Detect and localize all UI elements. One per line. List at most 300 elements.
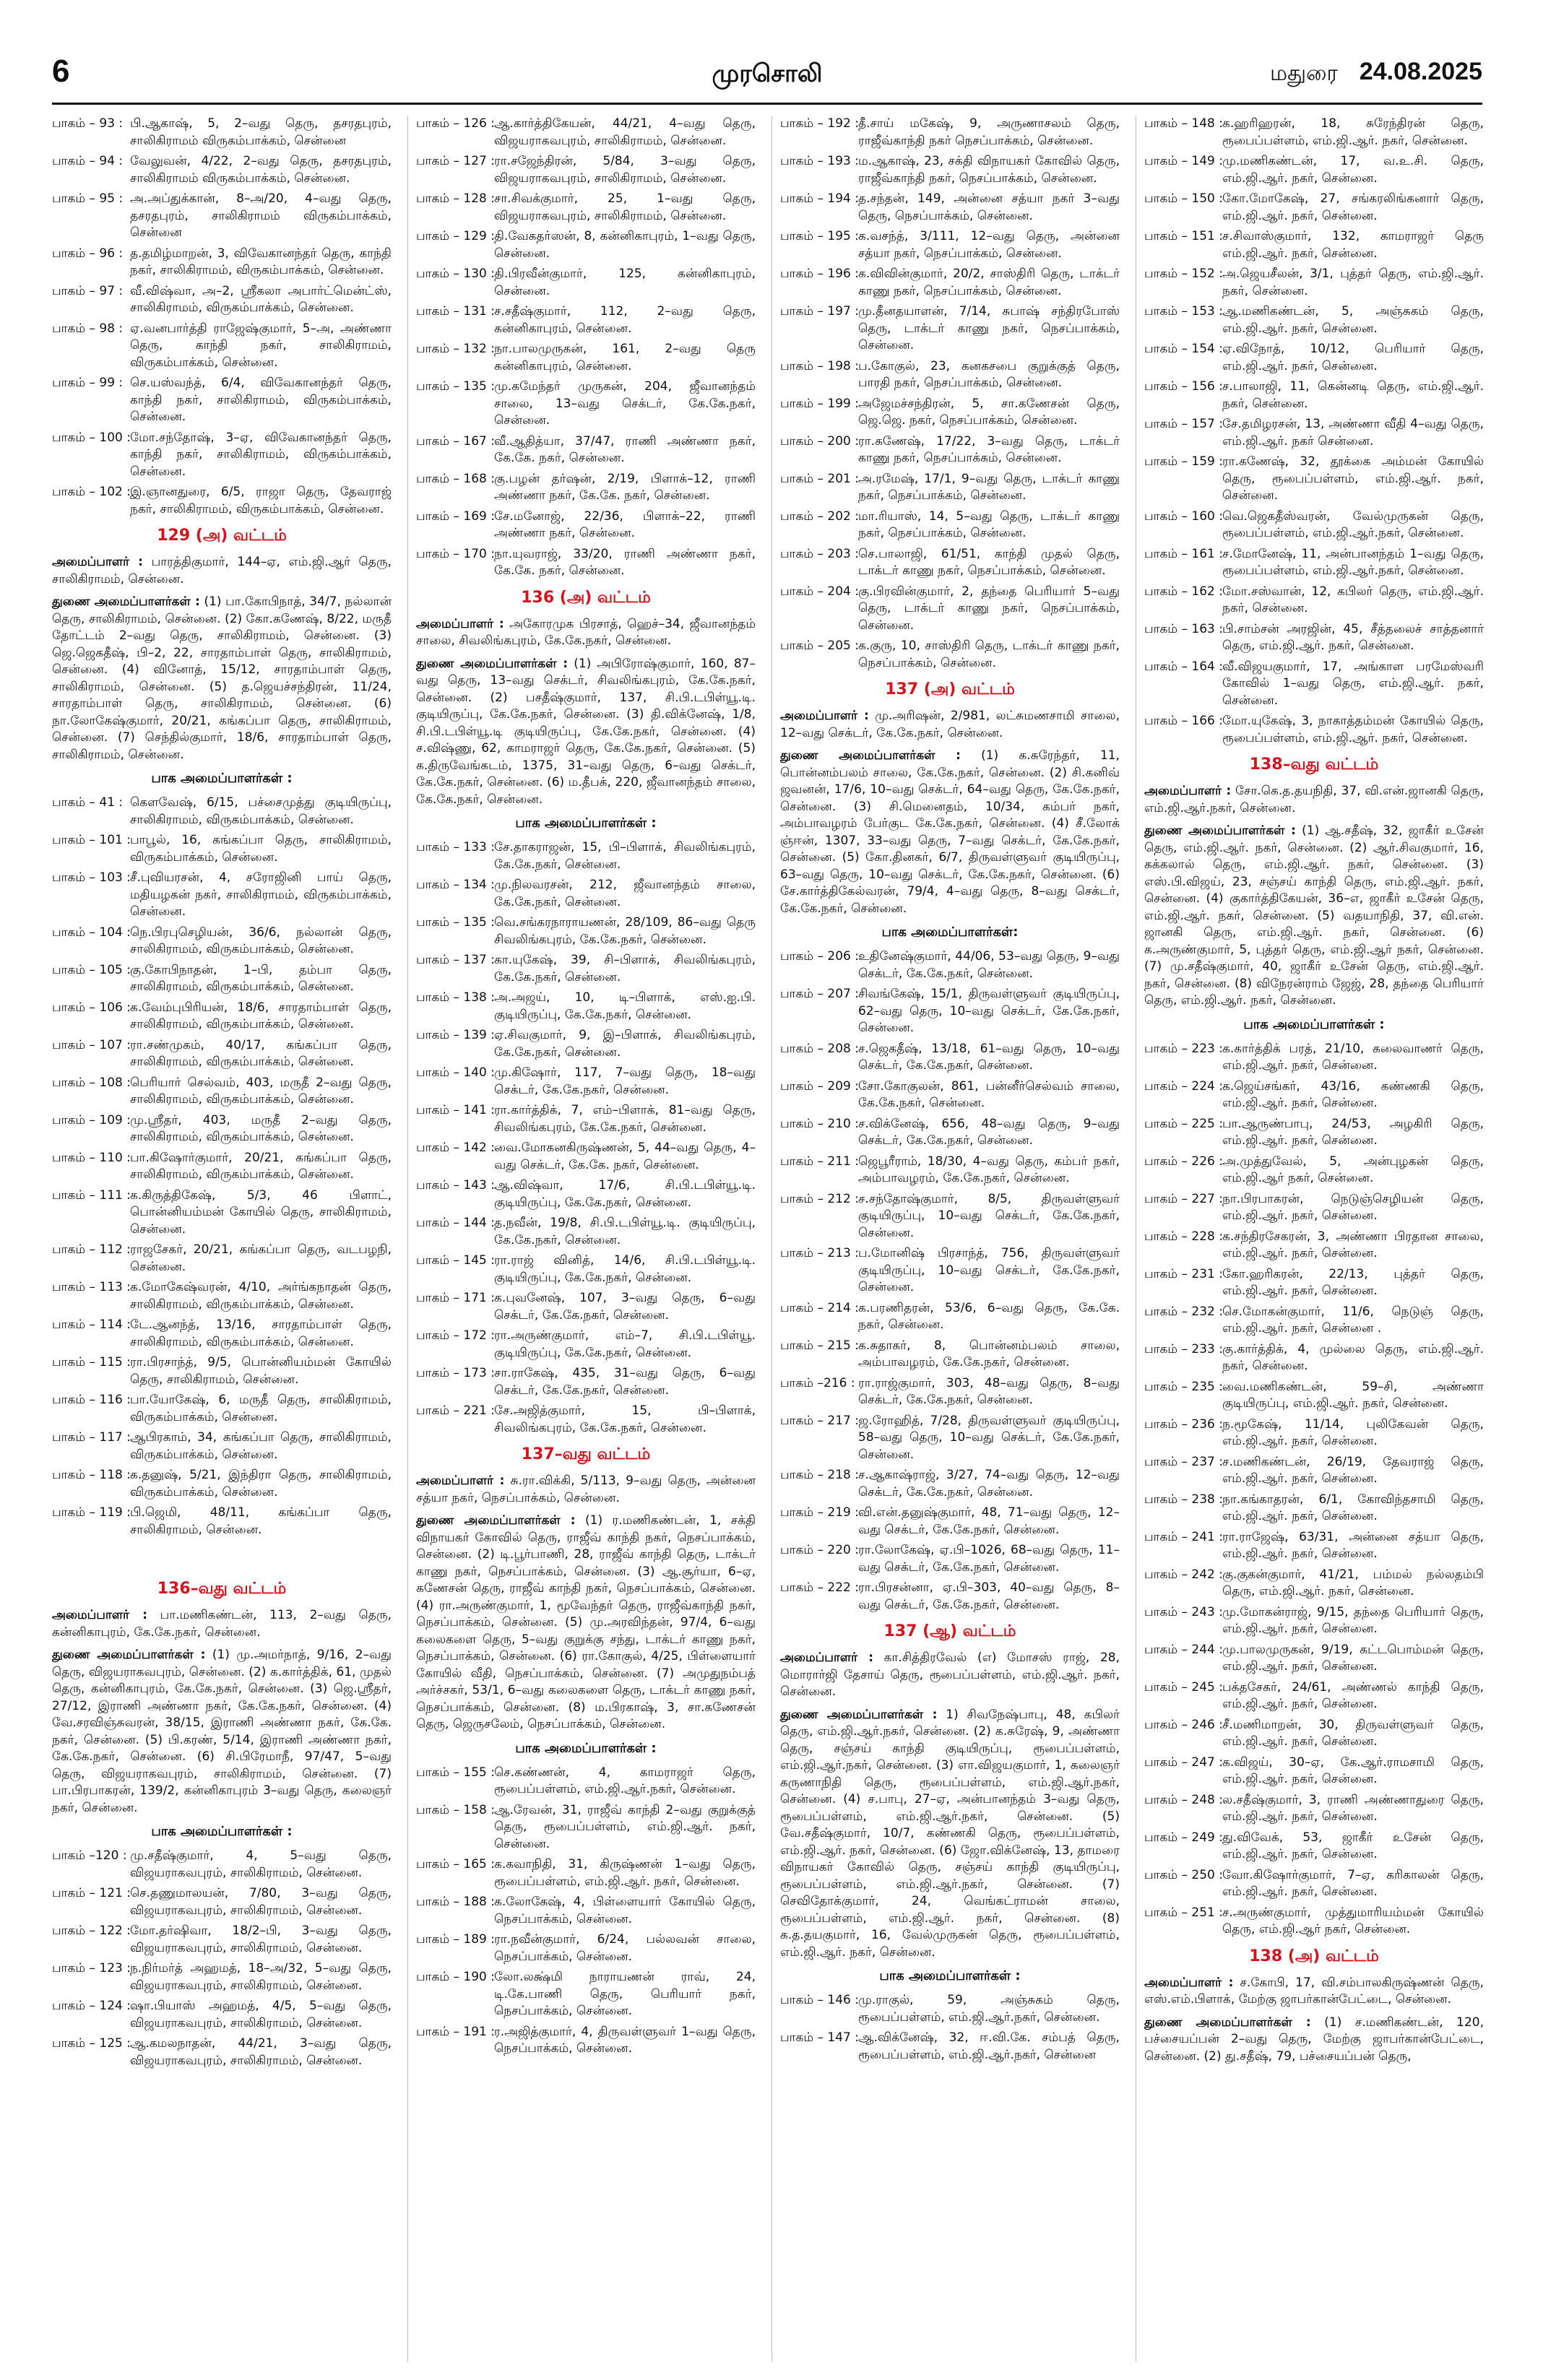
booth-address: ரா.சஜேந்திரன், 5/84, 3–வது தெரு, விஜயராகவபுரம், சாலிகிராமம், சென்னை.: [494, 154, 756, 186]
booth-entry: [416, 1931, 756, 1965]
booth-entry: [416, 303, 756, 337]
booth-address: கு.பழன் தர்ஷன், 2/19, பிளாக்–12, ராணி அண்ணா நகர், கே.கே. நகர், சென்னை.: [494, 471, 756, 503]
booth-number-text: பாகம் – 222: [780, 1580, 851, 1595]
booth-number-text: பாகம் – 154: [1144, 342, 1215, 356]
office-bearer-paragraph: [52, 1607, 392, 1641]
booth-number: பாகம் – 225 :: [1144, 1116, 1223, 1131]
booth-number-text: பாகம் – 209: [780, 1078, 851, 1094]
role-label: துணை அமைப்பாளர்கள் :: [1144, 823, 1296, 838]
booth-address: க.கார்த்திக் பரத், 21/10, கலைவாணர் தெரு, எம்.ஜி.ஆர். நகர், சென்னை.: [1222, 1041, 1484, 1073]
booth-address: மு.கிஷோர், 117, 7–வது தெரு, 18–வது செக்டர், கே.கே.நகர், சென்னை.: [494, 1065, 756, 1097]
booth-entry: [416, 266, 756, 300]
booth-address: க.வேம்புபிரியன், 18/6, சாரதாம்பாள் தெரு, சாலிகிராமம், விருகம்பாக்கம், சென்னை.: [130, 1000, 392, 1031]
booth-number: பாகம் – 167 :: [416, 433, 495, 449]
booth-entry: [1144, 1154, 1484, 1187]
booth-address: ச.சதீஷ்குமார், 112, 2–வது தெரு, கன்னிகாபுரம், சென்னை.: [494, 304, 756, 336]
booth-number-text: பாகம் – 41: [52, 795, 116, 810]
booth-number: பாகம் – 121 :: [52, 1886, 131, 1900]
booth-number: பாகம் – 170 :: [416, 546, 495, 561]
role-details: 1) சிவநேஷ்பாபு, 48, கபிலர் தெரு, எம்.ஜி.ஆர்.நகர், சென்னை. (2) க.சுரேஷ், 9, அண்ணா தெரு, சஞ்சய் காந்தி குடியிருப்பு, ரூபைப்பள்ளம், எம்.ஜி.ஆர்.நகர், சென்னை. (3) எா.விஜயகுமார், 1, கலைஞர் கருணாநிதி தெரு, ரூபைப்பள்ளம், எம்.ஜி.ஆர்.நகர், சென்னை. (4) ச.பாபு, 27–ஏ, அன்பானந்தம் 3–வது தெரு, ரூபைப்பள்ளம், எம்.ஜி.ஆர்.நகர், சென்னை. (5) வே.சதீஷ்குமார், 10/7, கண்ணகி தெரு, ரூபைப்பள்ளம், எம்.ஜி.ஆர். நகர், சென்னை. (6) ஜோ.விக்னேஷ், 13, தாமரை விநாயகர் கோவில் தெரு, சஞ்சய் காந்தி குடியிருப்பு, ரூபைப்பள்ளம், எம்.ஜி.ஆர்.நகர், சென்னை. (7) செவிதோக்குமார், 24, வெங்கட்ராமன் சாலை, ரூபைப்பள்ளம், எம்.ஜி.ஆர். நகர், சென்னை. (8) க.த.தயகுமார், 16, வேல்முருகன் தெரு, ரூபைப்பள்ளம், எம்.ஜி.ஆர். நகர், சென்னை.: [780, 1707, 1120, 1960]
booth-number: பாகம் – 188 :: [416, 1895, 495, 1909]
booth-address: ஆ.ரேவன், 31, ராஜீவ் காந்தி 2–வது குறுக்குத் தெரு, ரூபைப்பள்ளம், எம்.ஜி.ஆர். நகர், சென்னை.: [494, 1802, 756, 1851]
booth-number: பாகம் – 222 :: [780, 1580, 859, 1595]
booth-number: பாகம் – 191 :: [416, 2024, 495, 2039]
booth-number: பாகம் – 135 :: [416, 915, 495, 930]
booth-number: பாகம் – 118 :: [52, 1468, 131, 1482]
booth-address: க.மோகேஷ்வரன், 4/10, அர்ங்கநாதன் தெரு, சாலிகிராமம், விருகம்பாக்கம், சென்னை.: [130, 1280, 392, 1312]
booth-number: பாகம் – 129 :: [416, 229, 495, 243]
booth-number: பாகம் – 100 :: [52, 430, 131, 445]
booth-number: பாகம் –120 :: [52, 1848, 127, 1863]
booth-address: க.சந்திரசேகரன், 3, அண்ணா பிரதான சாலை, எம்.ஜி.ஆர். நகர், சென்னை.: [1222, 1229, 1484, 1260]
booth-address: ரா.பிரசன்னா, ஏ.பி–303, 40–வது தெரு, 8–வது செக்டர், கே.கே.நகர், சென்னை.: [858, 1580, 1120, 1612]
booth-number: பாகம் – 139 :: [416, 1028, 495, 1042]
booth-address: வி.என்.தனுஷ்குமார், 48, 71–வது தெரு, 12–வது செக்டர், கே.கே.நகர், சென்னை.: [858, 1505, 1120, 1537]
booth-entry: [416, 914, 756, 948]
booth-entry: [1144, 546, 1484, 580]
booth-number-text: பாகம் – 246: [1144, 1717, 1215, 1732]
booth-number-text: பாகம் – 159: [1144, 454, 1215, 469]
booth-number: பாகம் – 109 :: [52, 1112, 131, 1128]
booth-entry: [52, 375, 392, 426]
booth-address: மு.நிலவரசன், 212, ஜீவானந்தம் சாலை, கே.கே.நகர், சென்னை.: [494, 878, 756, 909]
booth-entry: [780, 1542, 1120, 1576]
booth-number: பாகம் – 243 :: [1144, 1604, 1223, 1619]
booth-entry: [1144, 1041, 1484, 1075]
booth-number: பாகம் – 111 :: [52, 1187, 131, 1203]
booth-entry: [780, 1041, 1120, 1075]
booth-entry: [780, 1413, 1120, 1464]
booth-number: பாகம் – 144 :: [416, 1216, 495, 1230]
booth-number: பாகம் – 217 :: [780, 1413, 859, 1428]
booth-entry: [1144, 454, 1484, 505]
booth-entry: [1144, 1304, 1484, 1338]
booth-address: க.ஜெய்சங்கர், 43/16, கண்ணகி தெரு, எம்.ஜி.ஆர். நகர், சென்னை.: [1222, 1078, 1484, 1110]
booth-number: பாகம் – 156 :: [1144, 379, 1223, 394]
booth-number: பாகம் – 172 :: [416, 1328, 495, 1343]
booth-entry: [52, 321, 392, 372]
booth-entry: [416, 1894, 756, 1928]
booth-number: பாகம் – 250 :: [1144, 1867, 1223, 1882]
booth-entry: [1144, 659, 1484, 710]
booth-address: அஜேமச்சந்திரன், 5, சா.கணேசன் தெரு, ஜெ.ஜெ. நகர், நெசப்பாக்கம், சென்னை.: [858, 396, 1120, 428]
booth-number: பாகம் – 125 :: [52, 2036, 131, 2051]
booth-number: பாகம் – 238 :: [1144, 1492, 1223, 1507]
booth-entry: [780, 1191, 1120, 1242]
booth-number-text: பாகம் – 203: [780, 546, 851, 561]
booth-address: க.விவின்குமார், 20/2, சாஸ்திரி தெரு, டாக்டர் காணு நகர், நெசப்பாக்கம், சென்னை.: [858, 267, 1120, 298]
booth-address: பெரியார் செல்வம், 403, மருதீ 2–வது தெரு, சாலிகிராமம், விருகம்பாக்கம், சென்னை.: [130, 1075, 392, 1107]
booth-entry: [416, 990, 756, 1024]
booth-number: பாகம் – 159 :: [1144, 454, 1223, 469]
booth-number-text: பாகம் – 134: [416, 878, 487, 892]
booth-address: சீ.புவியரசன், 4, சரோஜினி பாய் தெரு, மதியழகன் நகர், சாலிகிராமம், விருகம்பாக்கம், சென்னை.: [130, 870, 392, 919]
booth-entry: [1144, 1867, 1484, 1901]
booth-number-text: பாகம் – 98: [52, 321, 116, 336]
office-bearer-paragraph: [1144, 823, 1484, 1010]
role-details: (1) மு.அமர்நாத், 9/16, 2–வது தெரு, விஜயராகவபுரம், சென்னை. (2) க.கார்த்திக், 61, முதல் தெரு, கன்னிகாபுரம், கே.கே.நகர், சென்னை. (3) ஜெ.ஸ்ரீதர், 27/12, இராணி அண்ணா நகர், கே.கே.நகர், சென்னை. (4) வே.சரவிஞ்சுவரன், 38/15, இராணி அண்ணா நகர், கே.கே. நகர், சென்னை. (5) பி.கரண், 5/14, இராணி அண்ணா நகர், கே.கே.நகர், சென்னை. (6) சி.பிரேமாநீ, 97/47, 5–வது தெரு, விஜயராகவபுரம், சாலிகிராமம், சென்னை. (7) பா.பிரபாகரன், 139/2, கன்னிகாபுரம் 3–வது தெரு, கலைஞர் நகர், சென்னை.: [52, 1648, 392, 1815]
booth-number-text: பாகம் – 107: [52, 1037, 123, 1052]
booth-number: பாகம் – 134 :: [416, 878, 495, 892]
booth-number: பாகம் – 164 :: [1144, 659, 1223, 674]
booth-number: பாகம் – 140 :: [416, 1065, 495, 1080]
booth-number-text: பாகம் – 194: [780, 191, 851, 206]
booth-number: பாகம் – 224 :: [1144, 1078, 1223, 1094]
booth-address: க.புவனேஷ், 107, 3–வது தெரு, 6–வது செக்டர், கே.கே.நகர், சென்னை.: [494, 1291, 756, 1323]
booth-number: பாகம் – 213 :: [780, 1246, 859, 1260]
subsection-heading: பாக அமைப்பாளர்கள் :: [515, 1740, 657, 1756]
booth-address: செ.யஸ்வந்த், 6/4, விவேகானந்தர் தெரு, காந்தி நகர், சாலிகிராமம், விருகம்பாக்கம், சென்னை.: [130, 376, 392, 424]
booth-number: பாகம் – 143 :: [416, 1178, 495, 1193]
booth-number: பாகம் – 119 :: [52, 1505, 131, 1520]
booth-number: பாகம் – 163 :: [1144, 621, 1223, 636]
booth-address: பா.கிஷோர்குமார், 20/21, கங்கப்பா தெரு, சாலிகிராமம், விருகம்பாக்கம், சென்னை.: [130, 1150, 392, 1182]
booth-number-text: பாகம் – 207: [780, 987, 851, 1001]
booth-number-text: பாகம் – 151: [1144, 229, 1215, 243]
booth-entry: [52, 1429, 392, 1463]
booth-entry: [52, 1279, 392, 1313]
booth-number-text: பாகம் – 141: [416, 1103, 487, 1117]
booth-number-text: பாகம் – 172: [416, 1328, 487, 1343]
role-label: அமைப்பாளர் :: [1144, 1975, 1234, 1990]
booth-number-text: பாகம் – 103: [52, 870, 123, 885]
booth-entry: [52, 1037, 392, 1071]
booth-number: பாகம் – 131 :: [416, 304, 495, 319]
booth-number-text: பாகம் – 189: [416, 1932, 487, 1947]
booth-number: பாகம் – 117 :: [52, 1430, 131, 1445]
booth-number-text: பாகம் – 167: [416, 433, 487, 449]
booth-entry: [780, 1154, 1120, 1187]
booth-number: பாகம் – 108 :: [52, 1075, 131, 1090]
booth-number-text: பாகம் – 131: [416, 304, 487, 319]
booth-number: பாகம் – 235 :: [1144, 1379, 1223, 1394]
ward-heading: 138 (அ) வட்டம்: [1249, 1947, 1379, 1965]
booth-address: க.பரணிதரன், 53/6, 6–வது தெரு, கே.கே. நகர், சென்னை.: [858, 1300, 1120, 1332]
booth-number-text: பாகம் – 144: [416, 1216, 487, 1230]
booth-number-text: பாகம் – 114: [52, 1317, 123, 1332]
booth-address: பக்தசேகர், 24/61, அண்ணல் காந்தி தெரு, எம்.ஜி.ஆர். நகர், சென்னை.: [1222, 1679, 1484, 1711]
booth-entry: [416, 116, 756, 150]
booth-number-text: பாகம் – 147: [780, 2030, 851, 2045]
booth-entry: [1144, 1191, 1484, 1225]
booth-number: பாகம் – 246 :: [1144, 1717, 1223, 1732]
booth-number: பாகம் – 198 :: [780, 358, 859, 373]
booth-address: கு.கார்த்திக், 4, முல்லை தெரு, எம்.ஜி.ஆர். நகர், சென்னை.: [1222, 1341, 1484, 1373]
subsection-heading: பாக அமைப்பாளர்கள் :: [151, 1824, 293, 1839]
booth-entry: [780, 1580, 1120, 1614]
booth-entry: [52, 246, 392, 280]
booth-entry: [780, 584, 1120, 635]
booth-address: ரா.கார்த்திக், 7, எம்–பிளாக், 81–வது தெரு, சிவலிங்கபுரம், கே.கே.நகர், சென்னை.: [494, 1103, 756, 1135]
booth-entry: [52, 1848, 392, 1882]
booth-number: பாகம் – 112 :: [52, 1242, 131, 1257]
booth-number: பாகம் – 114 :: [52, 1317, 131, 1332]
booth-address: சே.தாகராஜன், 15, பி–பிளாக், சிவலிங்கபுரம், கே.கே.நகர், சென்னை.: [494, 840, 756, 872]
booth-address: ரா.ராஜேஷ், 63/31, அன்னை சத்யா தெரு, எம்.ஜி.ஆர். நகர், சென்னை.: [1222, 1529, 1484, 1561]
booth-entry: [52, 2035, 392, 2069]
booth-number: பாகம் – 104 :: [52, 925, 131, 940]
booth-number: பாகம் – 110 :: [52, 1150, 131, 1165]
role-details: ச.கோபி, 17, வி.சம்பாலகிருஷ்ணன் தெரு, எஸ்.எம்.பிளாக், மேற்கு ஜாபர்கான்பேட்டை, சென்னை.: [1144, 1975, 1484, 2007]
booth-entry: [1144, 1604, 1484, 1638]
booth-number: பாகம் – 99 :: [52, 376, 124, 390]
booth-number-text: பாகம் – 132: [416, 342, 487, 356]
booth-entry: [52, 153, 392, 187]
booth-number-text: பாகம் – 123: [52, 1961, 123, 1976]
booth-number-text: பாகம் – 122: [52, 1924, 123, 1938]
booth-number-text: பாகம் – 191: [416, 2024, 487, 2039]
booth-address: ரா.கணேஷ், 32, தூக்கை அம்மன் கோயில் தெரு, ரூபைப்பள்ளம், எம்.ஜி.ஆர். நகர், சென்னை.: [1222, 454, 1484, 503]
booth-address: மோ.தர்ஷிவா, 18/2–பி, 3–வது தெரு, விஜயராகவபுரம், சாலிகிராமம், சென்னை.: [130, 1924, 392, 1955]
booth-address: தீ.சாய் மகேஷ், 9, அருணாசலம் தெரு, ராஜீவ்காந்தி நகர் நெசப்பாக்கம், சென்னை.: [858, 116, 1120, 148]
booth-number: பாகம் – 145 :: [416, 1253, 495, 1268]
booth-entry: [52, 1075, 392, 1109]
booth-number-text: பாகம் – 217: [780, 1413, 851, 1428]
booth-entry: [1144, 116, 1484, 150]
booth-number-text: பாகம் – 168: [416, 471, 487, 486]
booth-entry: [416, 1328, 756, 1362]
booth-entry: [416, 1065, 756, 1099]
office-bearer-paragraph: [416, 1513, 756, 1734]
booth-entry: [780, 948, 1120, 982]
booth-entry: [1144, 1642, 1484, 1676]
booth-number-text: பாகம் – 251: [1144, 1905, 1215, 1920]
booth-entry: [1144, 303, 1484, 337]
booth-address: ச.ஜெகதீஷ், 13/18, 61–வது தெரு, 10–வது செக்டர், கே.கே.நகர், சென்னை.: [858, 1041, 1120, 1073]
booth-number: பாகம் – 193 :: [780, 154, 859, 168]
booth-entry: [1144, 341, 1484, 375]
booth-entry: [52, 1885, 392, 1919]
booth-entry: [780, 509, 1120, 542]
booth-address: அ.ஜெயசீலன், 3/1, புத்தர் தெரு, எம்.ஜி.ஆர். நகர், சென்னை.: [1222, 267, 1484, 298]
booth-number-text: பாகம் – 142: [416, 1141, 487, 1155]
booth-number: பாகம் – 194 :: [780, 191, 859, 206]
booth-entry: [416, 1252, 756, 1286]
booth-entry: [416, 546, 756, 580]
booth-number-text: பாகம் – 97: [52, 283, 116, 298]
booth-number-text: பாகம் – 199: [780, 396, 851, 411]
booth-number-text: பாகம் – 212: [780, 1191, 851, 1206]
booth-address: சே.மனோஜ், 22/36, பிளாக்–22, ராணி அண்ணா நகர், சென்னை.: [494, 509, 756, 540]
booth-number-text: பாகம் – 106: [52, 1000, 123, 1015]
booth-address: ச.அருண்குமார், முத்துமாரியம்மன் கோயில் தெரு, எம்.ஜி.ஆர் நகர், சென்னை.: [1222, 1905, 1484, 1937]
booth-number: பாகம் – 204 :: [780, 584, 859, 599]
booth-address: ரா.கணேஷ், 17/22, 3–வது தெரு, டாக்டர் காணு நகர், நெசப்பாக்கம், சென்னை.: [858, 433, 1120, 465]
column-1: [52, 116, 392, 2362]
booth-entry: [52, 1467, 392, 1501]
booth-number: பாகம் – 171 :: [416, 1291, 495, 1305]
booth-address: வை.மோகனகிருஷ்ணன், 5, 44–வது தெரு, 4–வது செக்டர், கே.கே. நகர், சென்னை.: [494, 1141, 756, 1172]
booth-number-text: பாகம் – 150: [1144, 191, 1215, 206]
booth-entry: [780, 986, 1120, 1037]
booth-address: மு.சதீஷ்குமார், 4, 5–வது தெரு, விஜயராகவபுரம், சாலிகிராமம், சென்னை.: [130, 1848, 392, 1880]
booth-number: பாகம் – 226 :: [1144, 1154, 1223, 1169]
booth-address: வீ.ஆதித்யா, 37/47, ராணி அண்ணா நகர், கே.கே. நகர், சென்னை.: [494, 433, 756, 465]
masthead: [52, 53, 1482, 98]
booth-address: லோ.லக்ஷ்மி நாராயணன் ராவ், 24, டி.கே.பாணி தெரு, பெரியார் நகர், நெசப்பாக்கம், சென்னை.: [494, 1970, 756, 2018]
booth-address: ஏ.வனபார்த்தி ராஜேஷ்குமார், 5–அ, அண்ணா தெரு, காந்தி நகர், சாலிகிராமம், விருகம்பாக்கம், சென்னை.: [130, 321, 392, 370]
booth-address: கௌவேஷ், 6/15, பச்சைமுத்து குடியிருப்பு, சாலிகிராமம், விருகம்பாக்கம், சென்னை.: [130, 795, 392, 827]
ward-heading: 136 (அ) வட்டம்: [521, 588, 651, 607]
booth-address: மு.ஸ்ரீதர், 403, மருதீ 2–வது தெரு, சாலிகிராமம், விருகம்பாக்கம், சென்னை.: [130, 1112, 392, 1144]
booth-entry: [416, 509, 756, 542]
booth-number-text: பாகம் – 237: [1144, 1454, 1215, 1469]
subsection-heading: பாக அமைப்பாளர்கள் :: [151, 771, 293, 786]
booth-address: க.குரு, 10, சாஸ்திரி தெரு, டாக்டர் காணு நகர், நெசப்பாக்கம், சென்னை.: [858, 639, 1120, 670]
booth-number: பாகம் – 232 :: [1144, 1304, 1223, 1319]
booth-number-text: பாகம் – 139: [416, 1028, 487, 1042]
booth-entry: [780, 191, 1120, 225]
subsection-heading: பாக அமைப்பாளர்கள் :: [879, 1968, 1021, 1983]
booth-number-text: பாகம் – 152: [1144, 267, 1215, 281]
booth-number: பாகம் – 126 :: [416, 116, 495, 131]
booth-number: பாகம் – 214 :: [780, 1300, 859, 1315]
booth-entry: [52, 1960, 392, 1994]
booth-address: மு.மோகன்ராஜ், 9/15, தந்தை பெரியார் தெரு, எம்.ஜி.ஆர். நகர், சென்னை.: [1222, 1604, 1484, 1636]
booth-entry: [52, 1998, 392, 2032]
booth-number: பாகம் – 94 :: [52, 154, 124, 168]
booth-number-text: பாகம் – 112: [52, 1242, 123, 1257]
booth-number-text: பாகம் – 226: [1144, 1154, 1215, 1169]
booth-number-text: பாகம் – 225: [1144, 1116, 1215, 1131]
booth-entry: [52, 925, 392, 959]
subsection-heading: பாக அமைப்பாளர்கள் :: [515, 815, 657, 831]
booth-entry: [1144, 416, 1484, 450]
booth-number: பாகம் – 142 :: [416, 1141, 495, 1155]
booth-address: ஆபிரகாம், 34, கங்கப்பா தெரு, சாலிகிராமம், விருகம்பாக்கம், சென்னை.: [130, 1430, 392, 1462]
booth-address: க.கவாநிதி, 31, கிருஷ்ணன் 1–வது தெரு, ரூபைப்பள்ளம், எம்.ஜி.ஆர். நகர், சென்னை.: [494, 1857, 756, 1889]
role-details: அகோரமுக பிரசாத், ஹெச்–34, ஜீவானந்தம் சாலை, சிவலிங்கபுரம், கே.கே.நகர், சென்னை.: [416, 616, 756, 648]
booth-address: தி.பிரவீன்குமார், 125, கன்னிகாபுரம், சென்னை.: [494, 267, 756, 298]
role-label: துணை அமைப்பாளர்கள் :: [780, 748, 961, 763]
booth-number-text: பாகம் – 145: [416, 1253, 487, 1268]
booth-number: பாகம் – 128 :: [416, 191, 495, 206]
booth-entry: [1144, 1229, 1484, 1263]
booth-entry: [780, 433, 1120, 467]
booth-entry: [780, 153, 1120, 187]
booth-address: மா.ரியாஸ், 14, 5–வது தெரு, டாக்டர் காணு நகர், நெசப்பாக்கம், சென்னை.: [858, 509, 1120, 540]
booth-entry: [52, 832, 392, 866]
booth-address: செ.கண்ணன், 4, காமராஜர் தெரு, ரூபைப்பள்ளம், எம்.ஜி.ஆர்.நகர், சென்னை.: [494, 1765, 756, 1796]
booth-entry: [780, 396, 1120, 430]
booth-entry: [780, 303, 1120, 355]
column-4: [1144, 116, 1484, 2362]
booth-number-text: பாகம் – 163: [1144, 621, 1215, 636]
booth-address: வை.மணிகண்டன், 59–சி, அண்ணா குடியிருப்பு, எம்.ஜி.ஆர். நகர், சென்னை.: [1222, 1379, 1484, 1411]
booth-number: பாகம் – 169 :: [416, 509, 495, 524]
role-label: துணை அமைப்பாளர்கள் :: [52, 594, 200, 609]
column-divider: [407, 116, 408, 2362]
booth-number: பாகம் – 141 :: [416, 1103, 495, 1117]
booth-entry: [780, 1992, 1120, 2026]
listing-columns: [52, 116, 1482, 2362]
booth-number: பாகம் – 113 :: [52, 1280, 131, 1294]
booth-number: பாகம் – 241 :: [1144, 1529, 1223, 1544]
office-bearer-paragraph: [780, 1650, 1120, 1701]
booth-number: பாகம் – 135 :: [416, 379, 495, 394]
booth-number-text: பாகம் – 192: [780, 116, 851, 131]
booth-address: ச.மணிகண்டன், 26/19, தேவராஜ் தெரு, எம்.ஜி.ஆர். நகர், சென்னை.: [1222, 1454, 1484, 1486]
booth-address: பி.ஆகாஷ், 5, 2–வது தெரு, தசரதபுரம், சாலிகிராமம் விருகம்பாக்கம், சென்னை: [130, 116, 392, 148]
booth-number-text: பாகம் – 200: [780, 433, 851, 449]
ward-heading: 129 (அ) வட்டம்: [157, 527, 287, 545]
booth-number: பாகம் – 223 :: [1144, 1041, 1223, 1056]
booth-entry: [780, 1300, 1120, 1334]
booth-number: பாகம் – 207 :: [780, 987, 859, 1001]
booth-number: பாகம் – 149 :: [1144, 154, 1223, 168]
booth-number-text: பாகம் – 197: [780, 304, 851, 319]
booth-number: பாகம் – 200 :: [780, 433, 859, 449]
booth-entry: [416, 228, 756, 262]
booth-number-text: பாகம் – 247: [1144, 1754, 1215, 1770]
role-label: அமைப்பாளர் :: [780, 709, 869, 723]
booth-entry: [1144, 1792, 1484, 1826]
booth-address: வோ.கிஷோர்குமார், 7–ஏ, கரிகாலன் தெரு, எம்.ஜி.ஆர். நகர், சென்னை.: [1222, 1867, 1484, 1899]
booth-address: நா.பாலமுருகன், 161, 2–வது தெரு கன்னிகாபுரம், சென்னை.: [494, 342, 756, 373]
role-details: (1) ர.மணிகண்டன், 1, சக்தி விநாயகர் கோவில் தெரு, ராஜீவ் காந்தி நகர், நெசப்பாக்கம், சென்னை. (2) டி.பூர்பாணி, 28, ராஜீவ் காந்தி தெரு, டாக்டர் காணு நகர், நெசப்பாக்கம், சென்னை. (3) ஆ.சூர்யா, 6–ஏ, கணேசன் தெரு, ராஜீவ் காந்தி நகர், நெசப்பாக்கம், சென்னை. (4) ரா.அருண்குமார், 1, மூவேந்தர் தெரு, ராஜீவ்காந்தி நகர், நெசப்பாக்கம், சென்னை. (5) மு.அரவிந்தன், 97/4, 6–வது கலைகளை தெரு, 5–வது குறுக்கு சந்து, டாக்டர் காணு நகர், நெசப்பாக்கம், சென்னை. (6) ரா.கோகுல், 4/25, பிள்ளையார் கோயில் வீதி, நெசப்பாக்கம், சென்னை. (7) அமுதுநம்பத் அர்ச்சகர், 53/1, 6–வது கலைகளை தெரு, டாக்டர் காணு நகர், நெசப்பாக்கம், சென்னை. (8) ம.பிரகாஷ், 3, சா.கணேசன் தெரு, ஜெருசலேம், நெசப்பாக்கம், சென்னை.: [416, 1513, 756, 1731]
booth-number: பாகம் – 153 :: [1144, 304, 1223, 319]
booth-address: கு.கோபிநாதன், 1–பி, தம்பா தெரு, சாலிகிராமம், விருகம்பாக்கம், சென்னை.: [130, 962, 392, 994]
booth-number: பாகம் – 203 :: [780, 546, 859, 561]
subsection-heading: பாக அமைப்பாளர்கள்:: [881, 925, 1019, 940]
booth-number-text: பாகம் – 224: [1144, 1078, 1215, 1094]
booth-address: செ.மோகன்குமார், 11/6, நெடுஞ் தெரு, எம்.ஜி.ஆர். நகர், சென்னை .: [1222, 1304, 1484, 1336]
header-rule: [52, 103, 1482, 105]
booth-address: மு.கமேந்தர் முருகன், 204, ஜீவானந்தம் சாலை, 13–வது செக்டர், கே.கே.நகர், சென்னை.: [494, 379, 756, 428]
booth-number: பாகம் – 122 :: [52, 1924, 131, 1938]
booth-address: பா.யோகேஷ், 6, மருதீ தெரு, சாலிகிராமம், விருகம்பாக்கம், சென்னை.: [130, 1393, 392, 1424]
booth-number-text: பாகம் – 171: [416, 1291, 487, 1305]
booth-number: பாகம் –216 :: [780, 1375, 855, 1390]
booth-number: பாகம் – 251 :: [1144, 1905, 1223, 1920]
booth-number: பாகம் – 130 :: [416, 267, 495, 281]
booth-number: பாகம் – 106 :: [52, 1000, 131, 1015]
booth-number: பாகம் – 233 :: [1144, 1341, 1223, 1356]
booth-address: பி.சாம்சன் அரஜின், 45, சீத்தலைச் சாத்தனார் தெரு, எம்.ஜி.ஆர். நகர், சென்னை.: [1222, 621, 1484, 653]
booth-number-text: பாகம் – 140: [416, 1065, 487, 1080]
booth-address: செ.தணுமாலயன், 7/80, 3–வது தெரு, விஜயராகவபுரம், சாலிகிராமம், சென்னை.: [130, 1886, 392, 1918]
booth-number-text: பாகம் – 213: [780, 1246, 851, 1260]
booth-entry: [780, 2030, 1120, 2064]
booth-number: பாகம் – 196 :: [780, 267, 859, 281]
booth-number: பாகம் – 202 :: [780, 509, 859, 524]
booth-number-text: பாகம் – 245: [1144, 1679, 1215, 1695]
booth-address: ரா.லோகேஷ், ஏ.பி–1026, 68–வது தெரு, 11–வது செக்டர், கே.கே.நகர், சென்னை.: [858, 1543, 1120, 1575]
booth-entry: [52, 962, 392, 996]
booth-address: க.ஹரிஹரன், 18, சுரேந்திரன் தெரு, ரூபைப்பள்ளம், எம்.ஜி.ஆர். நகர், சென்னை.: [1222, 116, 1484, 148]
booth-number-text: பாகம் – 164: [1144, 659, 1215, 674]
booth-address: ச.ஆகாஷ்ராஜ், 3/27, 74–வது தெரு, 12–வது செக்டர், கே.கே.நகர், சென்னை.: [858, 1468, 1120, 1500]
booth-entry: [1144, 228, 1484, 262]
booth-entry: [52, 283, 392, 317]
booth-entry: [416, 471, 756, 505]
booth-number-text: பாகம் – 117: [52, 1430, 123, 1445]
booth-entry: [52, 1317, 392, 1351]
booth-entry: [416, 877, 756, 911]
booth-number: பாகம் – 221 :: [416, 1403, 495, 1418]
booth-address: ஏ.விநோத், 10/12, பெரியார் தெரு, எம்.ஜி.ஆர். நகர், சென்னை.: [1222, 342, 1484, 373]
booth-entry: [780, 1245, 1120, 1297]
booth-entry: [780, 1467, 1120, 1501]
booth-number-text: பாகம் – 238: [1144, 1492, 1215, 1507]
booth-number-text: பாகம் – 101: [52, 833, 123, 847]
booth-number-text: பாகம் – 215: [780, 1338, 851, 1353]
booth-address: மோ.சஸ்வான், 12, கபிலர் தெரு, எம்.ஜி.ஆர். நகர், சென்னை.: [1222, 584, 1484, 615]
booth-address: வீ.விஜயகுமார், 17, அங்காள பரமேஸ்வரி கோவில் 1–வது தெரு, எம்.ஜி.ஆர். நகர், சென்னை.: [1222, 659, 1484, 708]
role-details: பாரத்திகுமார், 144–ஏ, எம்.ஜி.ஆர் தெரு, சாலிகிராமம், சென்னை.: [52, 555, 392, 587]
ward-heading: 137 (ஆ) வட்டம்: [883, 1622, 1016, 1640]
ward-heading: 136–வது வட்டம்: [157, 1580, 287, 1598]
